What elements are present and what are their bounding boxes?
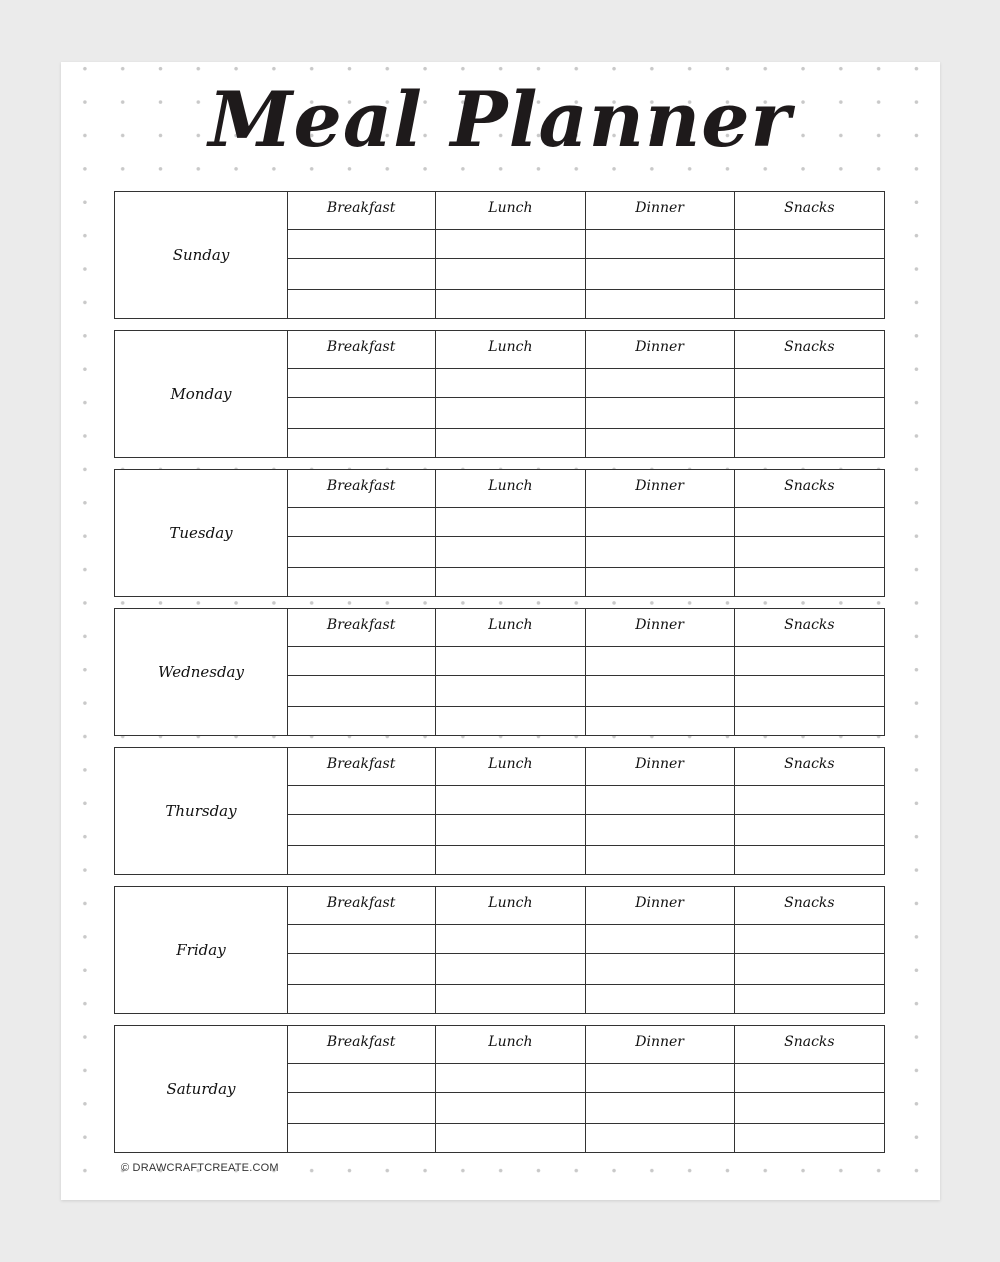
meal-entry-cell[interactable] <box>436 290 585 318</box>
meal-entry-cell[interactable] <box>735 985 884 1013</box>
meal-entry-cell[interactable] <box>586 786 735 815</box>
meal-entry-cell[interactable] <box>436 429 585 457</box>
day-label: Tuesday <box>115 470 288 596</box>
meal-entry-cell[interactable] <box>436 846 585 874</box>
meal-entry-cell[interactable] <box>436 369 585 398</box>
meal-entry-cell[interactable] <box>436 259 585 290</box>
meal-entry-cell[interactable] <box>436 647 585 676</box>
meal-header: Lunch <box>436 331 585 369</box>
meal-header: Lunch <box>436 192 585 230</box>
meal-header: Dinner <box>586 609 735 647</box>
meal-grid <box>287 192 884 318</box>
meal-entry-cell[interactable] <box>287 259 436 290</box>
copyright-credit: © DRAWCRAFTCREATE.COM <box>121 1162 279 1174</box>
meal-header: Lunch <box>436 609 585 647</box>
meal-entry-cell[interactable] <box>436 537 585 568</box>
meal-header: Dinner <box>586 192 735 230</box>
meal-entry-cell[interactable] <box>287 676 436 707</box>
meal-entry-cell[interactable] <box>287 1064 436 1093</box>
meal-entry-cell[interactable] <box>735 1124 884 1152</box>
meal-header: Breakfast <box>287 470 436 508</box>
meal-entry-cell[interactable] <box>287 1093 436 1124</box>
meal-entry-cell[interactable] <box>735 925 884 954</box>
day-block-saturday <box>114 1025 885 1153</box>
meal-entry-cell[interactable] <box>735 1064 884 1093</box>
meal-entry-cell[interactable] <box>586 230 735 259</box>
meal-entry-cell[interactable] <box>735 786 884 815</box>
meal-entry-cell[interactable] <box>735 954 884 985</box>
meal-entry-cell[interactable] <box>586 815 735 846</box>
meal-entry-cell[interactable] <box>735 537 884 568</box>
meal-entry-cell[interactable] <box>735 568 884 596</box>
meal-entry-cell[interactable] <box>287 1124 436 1152</box>
meal-header: Snacks <box>735 748 884 786</box>
meal-header: Breakfast <box>287 192 436 230</box>
meal-entry-cell[interactable] <box>735 398 884 429</box>
meal-header: Dinner <box>586 1026 735 1064</box>
meal-entry-cell[interactable] <box>586 508 735 537</box>
day-label: Saturday <box>115 1026 288 1152</box>
meal-grid <box>287 470 884 596</box>
meal-entry-cell[interactable] <box>586 259 735 290</box>
day-label: Sunday <box>115 192 288 318</box>
meal-entry-cell[interactable] <box>735 1093 884 1124</box>
day-block-tuesday <box>114 469 885 597</box>
meal-entry-cell[interactable] <box>436 508 585 537</box>
meal-header: Snacks <box>735 470 884 508</box>
meal-entry-cell[interactable] <box>586 954 735 985</box>
meal-header: Lunch <box>436 470 585 508</box>
meal-entry-cell[interactable] <box>735 259 884 290</box>
meal-entry-cell[interactable] <box>586 647 735 676</box>
meal-entry-cell[interactable] <box>586 1064 735 1093</box>
meal-header: Dinner <box>586 331 735 369</box>
meal-entry-cell[interactable] <box>735 369 884 398</box>
meal-entry-cell[interactable] <box>287 398 436 429</box>
meal-entry-cell[interactable] <box>735 647 884 676</box>
meal-entry-cell[interactable] <box>436 568 585 596</box>
meal-entry-cell[interactable] <box>436 707 585 735</box>
meal-entry-cell[interactable] <box>287 707 436 735</box>
meal-header: Lunch <box>436 748 585 786</box>
day-block-monday <box>114 330 885 458</box>
meal-entry-cell[interactable] <box>287 815 436 846</box>
meal-entry-cell[interactable] <box>586 1124 735 1152</box>
meal-entry-cell[interactable] <box>287 846 436 874</box>
meal-entry-cell[interactable] <box>586 846 735 874</box>
meal-grid <box>287 1026 884 1152</box>
meal-entry-cell[interactable] <box>586 1093 735 1124</box>
meal-entry-cell[interactable] <box>586 537 735 568</box>
meal-entry-cell[interactable] <box>287 647 436 676</box>
page-title: Meal Planner <box>208 75 792 164</box>
meal-header: Breakfast <box>287 887 436 925</box>
meal-entry-cell[interactable] <box>436 1093 585 1124</box>
meal-entry-cell[interactable] <box>586 369 735 398</box>
meal-entry-cell[interactable] <box>287 568 436 596</box>
meal-grid <box>287 331 884 457</box>
meal-entry-cell[interactable] <box>287 508 436 537</box>
meal-entry-cell[interactable] <box>436 230 585 259</box>
meal-grid <box>287 609 884 735</box>
meal-entry-cell[interactable] <box>436 676 585 707</box>
meal-header: Snacks <box>735 331 884 369</box>
meal-header: Breakfast <box>287 609 436 647</box>
meal-entry-cell[interactable] <box>287 925 436 954</box>
meal-header: Dinner <box>586 470 735 508</box>
day-label: Monday <box>115 331 288 457</box>
meal-entry-cell[interactable] <box>586 676 735 707</box>
meal-entry-cell[interactable] <box>436 815 585 846</box>
meal-entry-cell[interactable] <box>287 429 436 457</box>
meal-entry-cell[interactable] <box>436 985 585 1013</box>
day-block-friday <box>114 886 885 1014</box>
meal-entry-cell[interactable] <box>287 954 436 985</box>
meal-header: Breakfast <box>287 331 436 369</box>
meal-entry-cell[interactable] <box>287 985 436 1013</box>
meal-grid <box>287 748 884 874</box>
meal-entry-cell[interactable] <box>735 707 884 735</box>
meal-entry-cell[interactable] <box>735 846 884 874</box>
meal-entry-cell[interactable] <box>436 925 585 954</box>
day-label: Thursday <box>115 748 288 874</box>
meal-header: Snacks <box>735 1026 884 1064</box>
meal-entry-cell[interactable] <box>287 786 436 815</box>
meal-entry-cell[interactable] <box>287 290 436 318</box>
meal-entry-cell[interactable] <box>586 429 735 457</box>
meal-entry-cell[interactable] <box>287 537 436 568</box>
meal-entry-cell[interactable] <box>735 290 884 318</box>
meal-entry-cell[interactable] <box>735 508 884 537</box>
meal-entry-cell[interactable] <box>735 676 884 707</box>
meal-entry-cell[interactable] <box>436 1124 585 1152</box>
meal-entry-cell[interactable] <box>287 230 436 259</box>
meal-grid <box>287 887 884 1013</box>
meal-entry-cell[interactable] <box>586 925 735 954</box>
meal-entry-cell[interactable] <box>436 786 585 815</box>
day-label: Wednesday <box>115 609 288 735</box>
meal-entry-cell[interactable] <box>436 1064 585 1093</box>
meal-header: Snacks <box>735 609 884 647</box>
meal-header: Snacks <box>735 192 884 230</box>
day-label: Friday <box>115 887 288 1013</box>
meal-header: Lunch <box>436 887 585 925</box>
meal-header: Breakfast <box>287 748 436 786</box>
meal-entry-cell[interactable] <box>735 429 884 457</box>
meal-header: Lunch <box>436 1026 585 1064</box>
meal-header: Dinner <box>586 748 735 786</box>
meal-entry-cell[interactable] <box>735 815 884 846</box>
meal-entry-cell[interactable] <box>436 398 585 429</box>
meal-header: Breakfast <box>287 1026 436 1064</box>
meal-entry-cell[interactable] <box>586 568 735 596</box>
meal-entry-cell[interactable] <box>586 707 735 735</box>
meal-entry-cell[interactable] <box>735 230 884 259</box>
day-block-wednesday <box>114 608 885 736</box>
meal-entry-cell[interactable] <box>586 985 735 1013</box>
meal-entry-cell[interactable] <box>586 290 735 318</box>
meal-entry-cell[interactable] <box>436 954 585 985</box>
meal-entry-cell[interactable] <box>586 398 735 429</box>
meal-header: Dinner <box>586 887 735 925</box>
meal-entry-cell[interactable] <box>287 369 436 398</box>
day-block-thursday <box>114 747 885 875</box>
meal-header: Snacks <box>735 887 884 925</box>
day-block-sunday <box>114 191 885 319</box>
